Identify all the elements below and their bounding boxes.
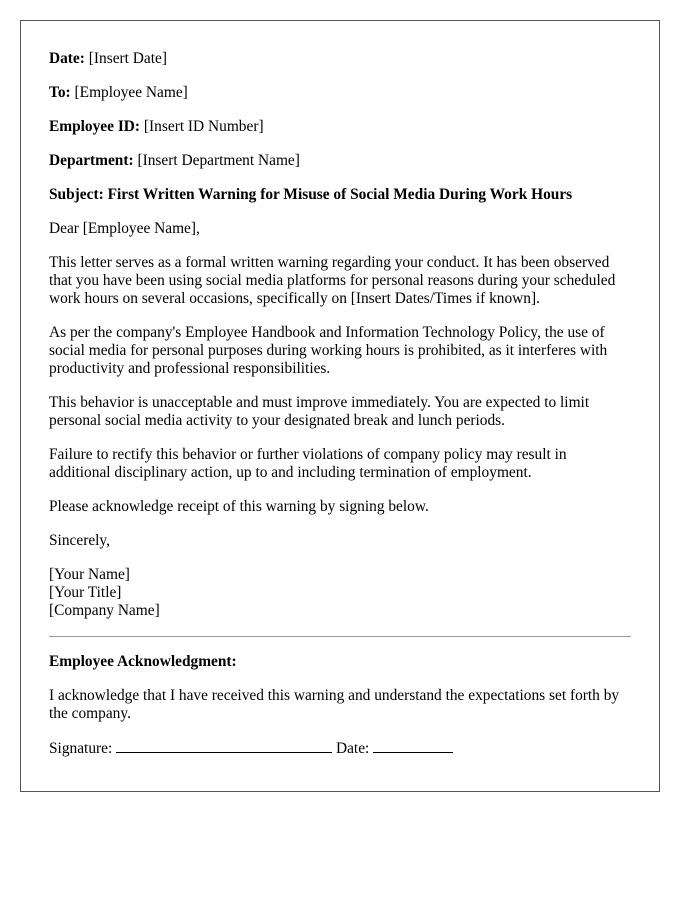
sender-company: [Company Name] [49,602,160,619]
date-label: Date: [49,50,85,67]
sender-signature-block [49,566,631,620]
acknowledgment-heading: Employee Acknowledgment: [49,653,237,670]
department-value: [Insert Department Name] [137,152,300,169]
to-line [49,84,631,102]
signature-blank-field[interactable] [116,739,332,753]
sender-name: [Your Name] [49,566,130,583]
date-blank-field[interactable] [373,739,453,753]
salutation: Dear [Employee Name], [49,220,200,237]
employee-id-line [49,118,631,136]
closing: Sincerely, [49,532,110,549]
date-value: [Insert Date] [88,50,167,67]
signature-label: Signature: [49,740,113,757]
department-line [49,152,631,170]
body-paragraph-acknowledge-request: Please acknowledge receipt of this warning by signing below. [49,498,429,515]
sender-title: [Your Title] [49,584,122,601]
section-divider [49,636,631,637]
to-value: [Employee Name] [74,84,188,101]
warning-letter [20,20,660,792]
body-paragraph-expectation: This behavior is unacceptable and must improve immediately. You are expected to limit personal social media activity to your designated break and lunch periods. [49,394,590,429]
body-paragraph-consequence: Failure to rectify this behavior or further violations of company policy may result in additional disciplinary action, up to and including termination of employment. [49,446,567,481]
date-line [49,50,631,68]
department-label: Department: [49,152,134,169]
employee-id-label: Employee ID: [49,118,141,135]
body-paragraph-policy: As per the company's Employee Handbook and Information Technology Policy, the use of social media for personal purposes during working hours is prohibited, as it interferes with productivity and professional responsibilities. [49,324,608,377]
to-label: To: [49,84,71,101]
body-paragraph-observation: This letter serves as a formal written warning regarding your conduct. It has been observed that you have been using social media platforms for personal reasons during your scheduled work hours on several occasions, specifically on [Insert Dates/Times if known]. [49,254,616,307]
signature-date-line [49,739,631,758]
acknowledgment-text: I acknowledge that I have received this warning and understand the expectations set forth by the company. [49,687,620,722]
employee-id-value: [Insert ID Number] [143,118,264,135]
subject-line: Subject: First Written Warning for Misuse of Social Media During Work Hours [49,186,573,203]
date-blank-label: Date: [335,740,370,757]
